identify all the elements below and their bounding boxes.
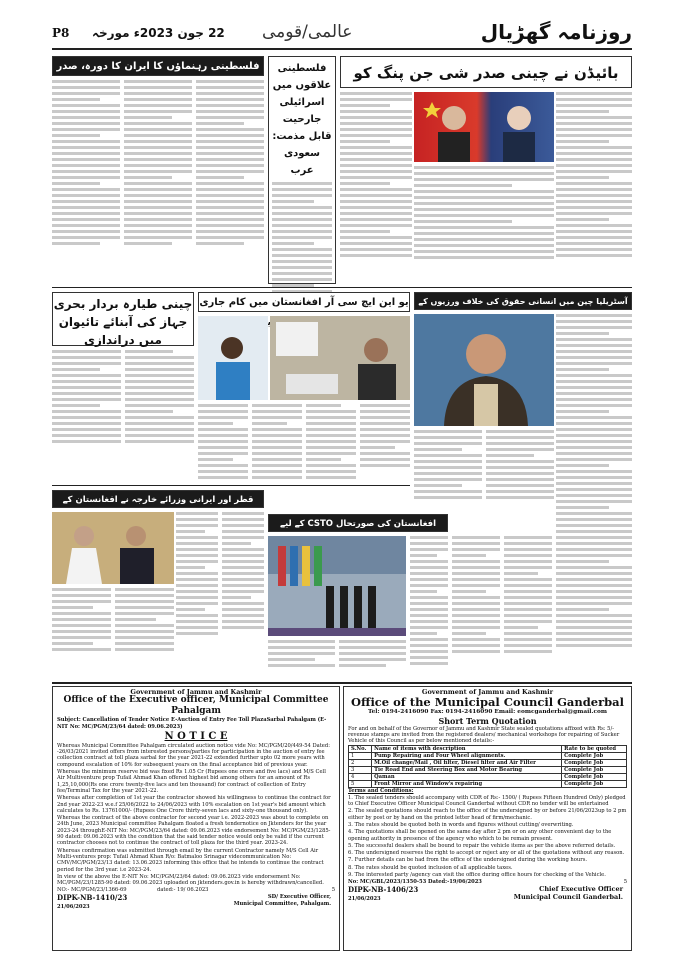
notice-left-para-2: Whereas the minimum reserve bid was fixed Rs 1.05 Cr (Rupees one crore and five lacs) and M/S Cell Air Multiventure prop Tufail Ahmad Khan offered highest bid among others for an amount of Rs 1,25,10,000(Rs one crore twenty-five lacs and ten thousand) for contract of collection of Entry fee/Terminal Tax for the year 2021-22.	[57, 769, 326, 794]
notice-left-title: N O T I C E	[164, 730, 228, 742]
biden-column-1	[556, 92, 632, 282]
section-title: عالمی/قومی	[262, 22, 353, 42]
table-cell: 4	[349, 774, 372, 781]
table-row	[349, 781, 627, 788]
csto-photo-figures	[268, 536, 406, 636]
table-cell: Qaman	[372, 774, 562, 781]
quotation-col-sno: S.No.	[349, 746, 372, 753]
notice-left-para-3: Whereas after completion of 1st year the contractor showed his willingness to continue the contract for 2nd year 2022-23 w.e.f 25/06/2022 to 24/06/2023 with 10% escalation on 1st year's bid amount which calculates to Rs. 13761000/- (Rupees One Crore thirty-seven lacs and sixty-one thousand only).	[57, 795, 331, 814]
table-cell: Tie Road End and Steering Box and Motor Bearing	[372, 767, 562, 774]
notice-left-sign-2: Municipal Committee, Pahalgam.	[233, 901, 331, 908]
notice-right-term-3: 3. The rates should be quoted both in words and figures without cutting/ overwriting.	[348, 821, 574, 828]
csto-photo	[268, 536, 406, 636]
leaders-photo	[414, 92, 554, 162]
leaders-photo-figures	[414, 92, 554, 162]
notice-left-ref: NO:- MC/PGM/23/1366-69	[57, 887, 127, 894]
notice-right-term-4: 4. The quotations shall be opened on the same day after 2 pm or on any other convenient day to the opening authority in presence of the agency who which to be remain present.	[348, 829, 612, 842]
issue-date	[92, 26, 225, 40]
notice-ganderbal	[343, 686, 632, 951]
tibet-column-1	[556, 314, 632, 678]
unhcr-body	[198, 404, 410, 504]
qatar-photo-figures	[52, 512, 174, 584]
table-cell: 5	[349, 781, 372, 788]
notice-right-term-5: 5. The successful dealers shall be bound to repair the vehicle items as per the above referred details.	[348, 842, 616, 849]
unhcr-headline: یو این ایچ سی آر افغانستان میں کام جاری	[198, 292, 410, 312]
table-cell: Front Mirror and Window's repairing	[372, 781, 562, 788]
notice-right-term-2: 2. The sealed quotations should reach to the office of the undersigned by or before 21/06/2023up to 2 pm either by post or by hand on the printed letter head of firm/mechanic.	[348, 808, 627, 821]
notice-right-gov: Government of Jammu and Kashmir	[421, 688, 554, 696]
divider-2	[52, 485, 410, 486]
table-cell: 3	[349, 767, 372, 774]
notice-left-num: 5	[331, 887, 335, 894]
table-cell: Complete Job	[562, 781, 627, 788]
saudi-headline: فلسطینی علاقوں میں اسرائیلی جارحیت قابل مذمت: سعودی عرب	[272, 63, 332, 176]
notice-left-dipk: DIPK-NB-1410/23	[57, 893, 128, 903]
csto-column-1	[268, 640, 406, 678]
notice-right-term-6: 6. The undersigned reserves the right to accept or reject any or all of the quotations without any reason.	[348, 850, 625, 857]
notice-right-contact: Tel: 0194-2416090 Fax: 0194-2416090 Email: eomcganderbal@gmail.com	[367, 709, 608, 716]
qatar-column-1	[176, 512, 264, 678]
unhcr-photo-1	[198, 316, 268, 400]
notice-right-sign-2: Municipal Council Ganderbal.	[513, 893, 623, 902]
qatar-photo	[52, 512, 174, 584]
notice-left-para-1: Whereas Municipal Committee Pahalgam circulated auction notice vide No: MC/PGM/20/449-54 Dated: -26/03/2021 invited offers from interested persons/parties for participation in the auction of entry fee collection contract at toll plaza sarbal for the year 2021-22 extended further upto 02 more years with compound escalation of 10% for subsequent years on the final acceptance bid of previous year.	[57, 742, 330, 768]
csto-column-3	[452, 536, 552, 678]
notice-left-para-6: In view of the above the E-NIT No: MC/PGM/23/64 dated: 09.06.2023 vide endorsement No: MC/PGM/23/1285-90 dated: 09.06.2023 uploaded on jktenders.gov.in is hereby withdrawn/cancelled.	[57, 873, 324, 887]
csto-headline: افغانستان کی صورتحال CSTO کے لیے	[268, 514, 448, 532]
notice-right-terms-title: Terms and Conditions:	[348, 788, 414, 795]
notice-left-para-5: Whereas confirmation was submitted through email by the current Contractor namely M/S Cell Air Multi-ventures prop: Tufail Ahmad Khan R/o: Batmaloo Srinagar videcommunication No: CMV/MC/PGM/23/13 dated: 13.06.2023 informing this office that he intends to continue the contract period for the 3rd year. i.e 2023-24.	[57, 847, 324, 873]
notice-left-gov: Government of Jammu and Kashmir	[130, 688, 262, 696]
notice-right-term-7: 7. Further details can be had from the office of the undersigned during the working hours.	[348, 857, 588, 864]
table-cell: Complete Job	[562, 774, 627, 781]
unhcr-photo-1-figure	[198, 316, 268, 400]
table-row	[349, 774, 627, 781]
notice-left-office: Office of the Executive officer, Municipal Committee Pahalgam	[63, 695, 329, 717]
tibet-photo-figure	[414, 314, 554, 426]
notice-left-subject-label: Subject:	[57, 717, 81, 724]
notice-right-term-9: 9. The interested party /agency can visit the office during office hours for checking of the Vehicle.	[348, 872, 606, 879]
notice-right-term-1: 1. The sealed tenders should accompany with CDR of Rs:- 1500/ ( Rupees Fifteen Hundred Only) pledged to Chief Executive Officer Municipal Council Ganderbal without CDR no tender will be entertained	[348, 794, 626, 808]
divider-3	[52, 682, 632, 684]
notice-right-title: Short Term Quotation	[438, 715, 537, 726]
saudi-box	[268, 56, 336, 284]
masthead	[52, 20, 632, 50]
table-row	[349, 767, 627, 774]
notice-left-subject: Cancellation of Tender Notice E-Auction of Entry Fee Toll PlazaSarbal Pahalgam (E-NIT No: MC/PGM/23/64 dated: 09.06.2023)	[57, 717, 327, 730]
table-cell: Complete Job	[562, 760, 627, 767]
issue-date-value: 22 جون 2023ء	[133, 26, 225, 40]
newspaper-title: روزنامہ گھڑیال	[480, 20, 632, 44]
notice-left-date: 21/06/2023	[57, 904, 90, 911]
china-ships-headline: چینی طیارہ بردار بحری جہاز کی آبنائے تائیوان میں دراندازی	[52, 292, 194, 346]
notice-left-sign-1: SD/ Executive Officer,	[267, 894, 331, 901]
notice-right-office: Office of the Municipal Council Ganderbal	[350, 695, 625, 710]
notice-right-num: 5	[623, 879, 627, 886]
qatar-column-2	[52, 588, 174, 678]
palestine-body	[52, 80, 264, 280]
unhcr-photo-2	[270, 316, 410, 400]
table-cell: Complete Job	[562, 767, 627, 774]
notice-pahalgam	[52, 686, 340, 951]
biden-column-2	[414, 166, 554, 282]
notice-right-date: 21/06/2023	[348, 896, 381, 903]
notice-right-intro: For and on behalf of the Governor of Jammu and Kashmir State sealed quotations affixed with Rs: 5/- revenue stamps are invited from the registered dealers/ mechanical workshops for repairing of Sucker Vehicle of this Council as per below mentioned details:-	[348, 725, 620, 745]
table-row	[349, 760, 627, 767]
notice-right-ref: No: MC/GBL/2023/1350-53 Dated:-19/06/2023	[348, 879, 482, 886]
table-cell: 1	[349, 753, 372, 760]
table-cell: Pump Repairing and Four Wheel alignments.	[372, 753, 562, 760]
notice-right-term-8: 8. The rates should be quoted inclusion of all applicable taxes.	[348, 864, 513, 871]
palestine-headline: فلسطینی رہنماؤں کا ایران کا دورہ، صدر	[52, 56, 264, 76]
csto-column-2	[410, 536, 448, 678]
biden-headline: بائیڈن نے چینی صدر شی جن پنگ کو	[340, 56, 632, 88]
table-row	[349, 753, 627, 760]
table-cell: M.Oil change/Mail , Oil filter, Diesel filter and Air Filter	[372, 760, 562, 767]
quotation-table-header	[349, 746, 627, 753]
quotation-table	[348, 745, 627, 788]
table-cell: 2	[349, 760, 372, 767]
tibet-headline: آسٹریلیا چین میں انسانی حقوق کی خلاف ورزیوں کے	[414, 292, 632, 310]
issue-date-label: مورخہ	[92, 26, 130, 40]
biden-column-3	[340, 92, 412, 282]
tibet-photo	[414, 314, 554, 426]
unhcr-photo-2-figure	[270, 316, 410, 400]
notice-right-dipk: DIPK-NB-1406/23	[348, 885, 419, 895]
notice-right-sign-1: Chief Executive Officer	[539, 885, 623, 894]
divider-1	[52, 287, 632, 288]
saudi-body	[269, 182, 335, 299]
page-number: P8	[52, 26, 70, 40]
quotation-col-item: Name of items with description	[372, 746, 562, 753]
china-ships-body	[52, 350, 194, 480]
quotation-col-rate: Rate to be quoted	[562, 746, 627, 753]
notice-left-dated: dated:- 19/ 06.2023	[157, 887, 209, 894]
notice-left-para-4: Whereas the contract of the above contractor for second year i.e. 2022-2023 was about to complete on 24th June, 2023 Municipal committee Pahalgam floated a fresh tendernotice on Jktenders for the year 2023-24 throughE-NIT No: MC/PGM/23/64 dated: 09.06.2023 vide endorsement No: MC/PGM/23/1285-90 dated: 09.06.2023 with the condition that the said tender notice would only be valid if the current contractor chooses not to continue the contract of toll plaza for the third year. 2023-24.	[57, 815, 331, 847]
qatar-headline: قطر اور ایرانی وزرائے خارجہ نے افغانستان کے پر	[52, 490, 264, 508]
table-cell: Complete Job	[562, 753, 627, 760]
